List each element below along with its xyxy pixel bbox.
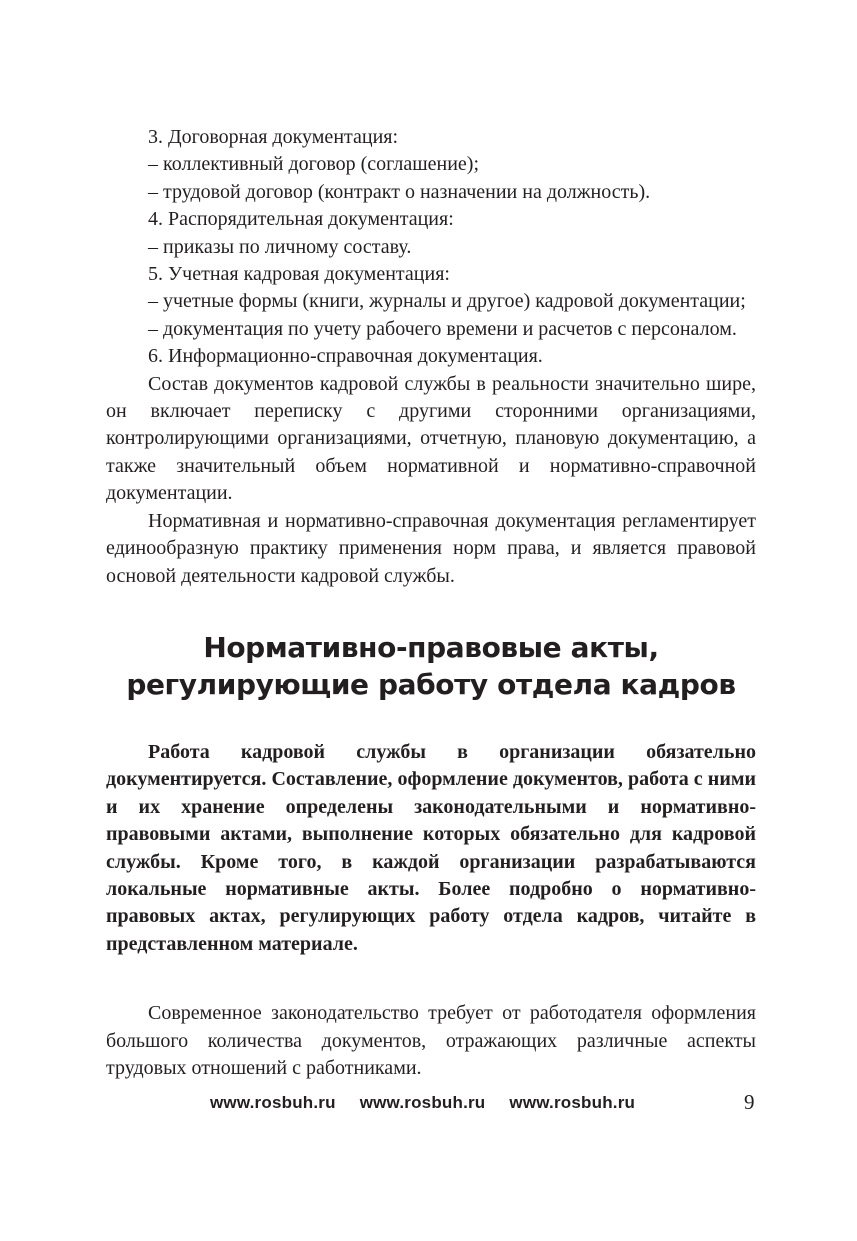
page-number: 9	[744, 1090, 755, 1114]
list-item: – документация по учету рабочего времени и расчетов с персоналом.	[148, 317, 737, 340]
list-heading-administrative-docs: 4. Распорядительная документация:	[148, 208, 454, 231]
section-heading	[106, 629, 756, 703]
list-item: – учетные формы (книги, журналы и другое) кадровой документации;	[148, 290, 746, 313]
body-paragraph: Состав документов кадровой службы в реальности значительно шире, он включает переписку с другими сторонними организациями, контролирующими организациями, отчетную, плановую документацию, а также значительный объем нормативной и нормативно-справочной документации.	[106, 372, 756, 505]
footer-link[interactable]: www.rosbuh.ru	[210, 1093, 336, 1112]
section-heading-line1: Нормативно-правовые акты,	[203, 630, 659, 664]
footer-link[interactable]: www.rosbuh.ru	[359, 1093, 486, 1112]
list-heading-accounting-docs: 5. Учетная кадровая документация:	[148, 263, 450, 286]
list-heading-contract-docs: 3. Договорная документация:	[148, 126, 399, 148]
lead-paragraph: Работа кадровой службы в организации обязательно документируется. Составление, оформление документов, работа с ними и их хранение определены законодательными и нормативно-правовыми актами, выполнение которых обязательно для кадровой службы. Кроме того, в каждой организации разрабатываются локальные нормативные акты. Более подробно о нормативно-правовых актах, регулирующих работу отдела кадров, читайте в представленном материале.	[106, 740, 756, 955]
list-item: – коллективный договор (соглашение);	[148, 153, 480, 176]
body-paragraph: Нормативная и нормативно-справочная документация регламентирует единообразную практику применения норм права, и является правовой основой деятельности кадровой службы.	[106, 509, 756, 587]
footer-links	[210, 1093, 635, 1113]
list-item: – приказы по личному составу.	[148, 235, 412, 258]
footer-link[interactable]: www.rosbuh.ru	[509, 1093, 636, 1112]
page-content	[106, 124, 756, 1082]
body-paragraph: Современное законодательство требует от работодателя оформления большого количества документов, отражающих различные аспекты трудовых отношений с работниками.	[106, 1002, 756, 1079]
list-item: – трудовой договор (контракт о назначении на должность).	[148, 180, 651, 203]
section-heading-line2: регулирующие работу отдела кадров	[126, 667, 736, 701]
list-heading-reference-docs: 6. Информационно-справочная документация.	[148, 345, 543, 368]
page-footer	[0, 1090, 857, 1117]
